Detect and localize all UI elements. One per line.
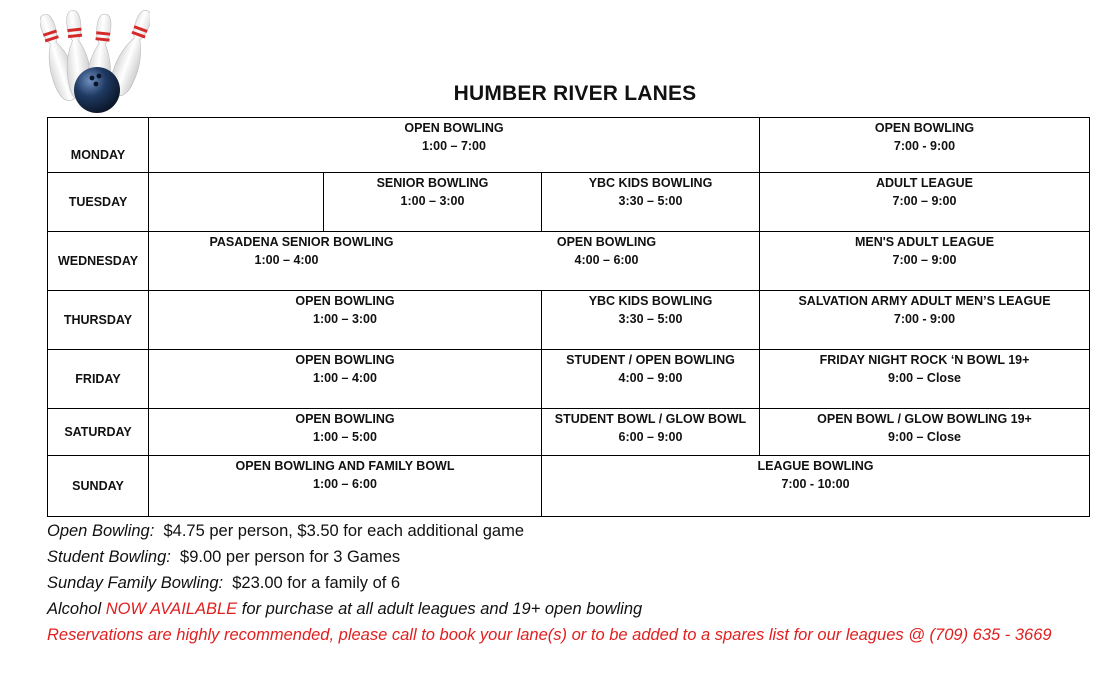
event-name: OPEN BOWLING	[295, 412, 395, 426]
row-saturday	[48, 409, 1090, 456]
note-text: $4.75 per person, $3.50 for each additional game	[163, 522, 525, 540]
schedule-cell	[760, 118, 1090, 173]
event-name: MEN'S ADULT LEAGUE	[854, 235, 995, 249]
day-label: FRIDAY	[48, 350, 149, 409]
page-title: HUMBER RIVER LANES	[453, 82, 697, 105]
schedule-cell	[324, 173, 542, 232]
row-wednesday	[48, 232, 1090, 291]
schedule-cell	[760, 291, 1090, 350]
event-name: PASADENA SENIOR BOWLING	[209, 235, 394, 249]
event-name: SENIOR BOWLING	[376, 176, 489, 190]
event-name: OPEN BOWLING	[874, 121, 975, 135]
event-time: 7:00 – 9:00	[892, 194, 957, 208]
schedule-cell	[760, 350, 1090, 409]
event-time: 7:00 - 10:00	[781, 477, 850, 491]
pricing-notes	[47, 518, 1052, 648]
event-name: ADULT LEAGUE	[876, 176, 973, 190]
schedule-cell	[542, 291, 760, 350]
schedule-cell	[542, 456, 1090, 517]
note-reservations: Reservations are highly recommended, please call to book your lane(s) or to be added to a spares list for our leagues @ (709) 635 - 3669	[47, 626, 1052, 644]
schedule-cell	[542, 409, 760, 456]
event-name: OPEN BOWLING	[404, 121, 504, 135]
schedule-cell	[542, 350, 760, 409]
event-name: SALVATION ARMY ADULT MEN’S LEAGUE	[798, 294, 1051, 308]
event-name: OPEN BOWL / GLOW BOWLING 19+	[817, 412, 1032, 426]
schedule-cell-empty	[149, 173, 324, 232]
schedule-cell	[760, 409, 1090, 456]
event-time: 4:00 – 6:00	[574, 253, 639, 267]
event-time: 1:00 – 7:00	[422, 139, 486, 153]
note-student-bowling	[47, 544, 1052, 570]
event-time: 1:00 – 3:00	[400, 194, 465, 208]
row-thursday	[48, 291, 1090, 350]
row-friday	[48, 350, 1090, 409]
event-time: 9:00 – Close	[888, 371, 961, 385]
note-label: Open Bowling:	[47, 522, 155, 540]
schedule-table	[47, 117, 1090, 517]
event-name: YBC KIDS BOWLING	[588, 176, 713, 190]
event-time: 7:00 - 9:00	[893, 139, 956, 153]
day-label: WEDNESDAY	[48, 232, 149, 291]
day-label: SATURDAY	[48, 409, 149, 456]
row-sunday	[48, 456, 1090, 517]
day-label: MONDAY	[48, 118, 149, 173]
event-name: YBC KIDS BOWLING	[588, 294, 713, 308]
event-name: LEAGUE BOWLING	[757, 459, 874, 473]
day-label: THURSDAY	[48, 291, 149, 350]
event-time: 3:30 – 5:00	[618, 194, 683, 208]
schedule-cell	[149, 291, 542, 350]
note-alcohol-highlight: NOW AVAILABLE	[105, 600, 238, 618]
note-alcohol-prefix: Alcohol	[47, 600, 102, 618]
schedule-cell	[149, 350, 542, 409]
event-name: OPEN BOWLING	[556, 235, 657, 249]
note-alcohol-suffix: for purchase at all adult leagues and 19+ open bowling	[241, 600, 643, 618]
event-time: 1:00 – 6:00	[313, 477, 377, 491]
event-name: STUDENT BOWL / GLOW BOWL	[554, 412, 747, 426]
schedule-cell	[149, 409, 542, 456]
event-time: 1:00 – 4:00	[313, 371, 377, 385]
event-time: 9:00 – Close	[888, 430, 961, 444]
event-name: OPEN BOWLING	[295, 353, 395, 367]
schedule-cell	[760, 173, 1090, 232]
row-tuesday	[48, 173, 1090, 232]
event-name: STUDENT / OPEN BOWLING	[566, 353, 735, 367]
schedule-cell	[760, 232, 1090, 291]
day-label: TUESDAY	[48, 173, 149, 232]
schedule-cell	[149, 232, 760, 291]
row-monday	[48, 118, 1090, 173]
note-open-bowling	[47, 518, 1052, 544]
note-label: Student Bowling:	[47, 548, 171, 566]
schedule-cell	[149, 118, 760, 173]
event-time: 6:00 – 9:00	[618, 430, 683, 444]
event-time: 7:00 - 9:00	[893, 312, 956, 326]
schedule-cell	[542, 173, 760, 232]
event-name: OPEN BOWLING	[295, 294, 395, 308]
event-time: 3:30 – 5:00	[618, 312, 683, 326]
event-name: FRIDAY NIGHT ROCK ‘N BOWL 19+	[819, 353, 1030, 367]
note-text: $23.00 for a family of 6	[232, 574, 401, 592]
event-time: 1:00 – 5:00	[313, 430, 377, 444]
event-time: 7:00 – 9:00	[892, 253, 957, 267]
note-text: $9.00 per person for 3 Games	[180, 548, 401, 566]
note-family-bowling	[47, 570, 1052, 596]
note-label: Sunday Family Bowling:	[47, 574, 224, 592]
event-name: OPEN BOWLING AND FAMILY BOWL	[235, 459, 455, 473]
schedule-cell	[149, 456, 542, 517]
note-alcohol	[47, 596, 1052, 622]
day-label: SUNDAY	[48, 456, 149, 517]
event-time: 1:00 – 3:00	[313, 312, 377, 326]
event-time: 4:00 – 9:00	[618, 371, 683, 385]
event-time: 1:00 – 4:00	[254, 253, 319, 267]
